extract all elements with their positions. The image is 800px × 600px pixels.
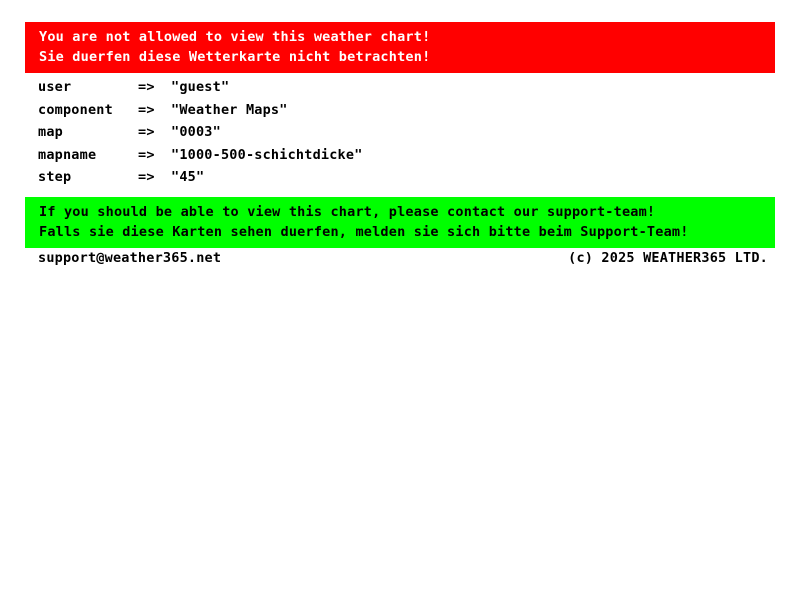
param-value: "guest" (171, 79, 230, 95)
access-denied-message-de: Sie duerfen diese Wetterkarte nicht betrachten! (39, 49, 431, 65)
param-key: map (38, 124, 63, 141)
table-row (38, 169, 363, 192)
param-arrow: => (138, 146, 155, 163)
copyright-text: (c) 2025 WEATHER365 LTD. (568, 250, 768, 266)
param-value: "45" (171, 169, 205, 186)
param-key: user (38, 79, 72, 95)
table-row (38, 79, 363, 102)
param-arrow: => (138, 101, 155, 118)
param-key: component (38, 101, 113, 118)
param-key: step (38, 169, 72, 186)
footer (38, 250, 768, 266)
param-value: "1000-500-schichtdicke" (171, 146, 363, 163)
param-value: "0003" (171, 124, 221, 141)
table-row (38, 124, 363, 147)
table-row (38, 147, 363, 170)
access-denied-message-en: You are not allowed to view this weather chart! (39, 29, 431, 45)
param-key: mapname (38, 146, 97, 163)
support-banner (25, 197, 775, 248)
param-arrow: => (138, 79, 155, 95)
param-arrow: => (138, 124, 155, 141)
support-message-en: If you should be able to view this chart, please contact our support-team! (39, 204, 656, 220)
support-email-link[interactable]: support@weather365.net (38, 250, 222, 266)
param-arrow: => (138, 169, 155, 186)
support-message-de: Falls sie diese Karten sehen duerfen, melden sie sich bitte beim Support-Team! (39, 224, 689, 240)
request-parameters-table (38, 79, 363, 192)
param-value: "Weather Maps" (171, 101, 288, 118)
access-denied-banner (25, 22, 775, 73)
table-row (38, 102, 363, 125)
